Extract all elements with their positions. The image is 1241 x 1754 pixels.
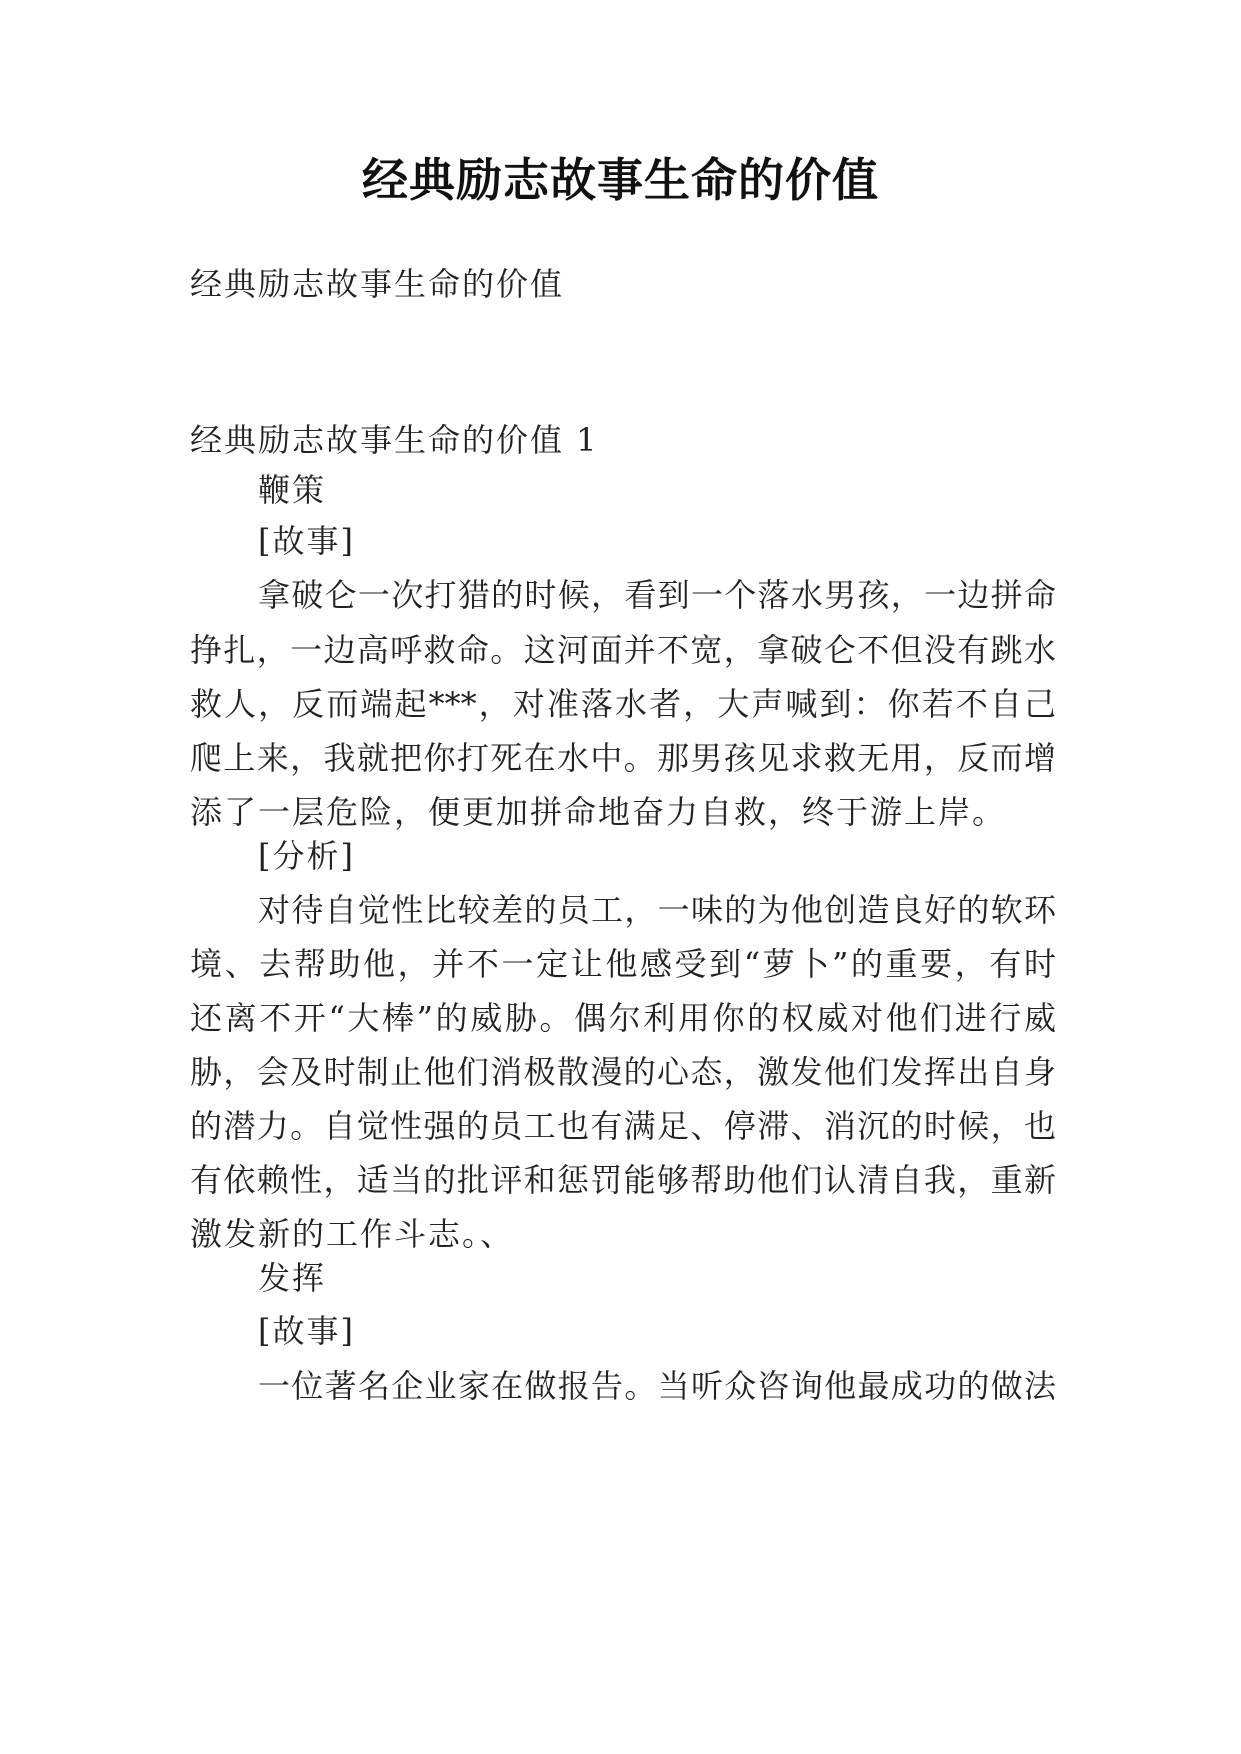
paragraph-line: 添了一层危险，便更加拼命地奋力自救，终于游上岸。 [190, 793, 1007, 831]
paragraph-line: 救人，反而端起***，对准落水者，大声喊到：你若不自己 [190, 685, 1056, 723]
paragraph-line: 胁，会及时制止他们消极散漫的心态，激发他们发挥出自身 [190, 1053, 1056, 1091]
section-heading: 经典励志故事生命的价值 1 [190, 421, 599, 459]
part2-story-label: [故事] [258, 1312, 355, 1350]
part1-heading: 鞭策 [258, 471, 327, 509]
document-title: 经典励志故事生命的价值 [362, 153, 879, 207]
part1-story-label: [故事] [258, 522, 355, 560]
paragraph-line: 对待自觉性比较差的员工，一味的为他创造良好的软环 [258, 891, 1056, 929]
paragraph-line: 的潜力。自觉性强的员工也有满足、停滞、消沉的时候，也 [190, 1107, 1056, 1145]
paragraph-line: 激发新的工作斗志。、 [190, 1215, 515, 1253]
paragraph-line: 还离不开“大棒”的威胁。偶尔利用你的权威对他们进行威 [190, 999, 1056, 1037]
paragraph-line: 有依赖性，适当的批评和惩罚能够帮助他们认清自我，重新 [190, 1161, 1056, 1199]
document-subtitle: 经典励志故事生命的价值 [190, 265, 565, 303]
paragraph-line: 爬上来，我就把你打死在水中。那男孩见求救无用，反而增 [190, 739, 1056, 777]
paragraph-line: 挣扎，一边高呼救命。这河面并不宽，拿破仑不但没有跳水 [190, 631, 1056, 669]
paragraph-line: 境、去帮助他，并不一定让他感受到“萝卜”的重要，有时 [190, 945, 1056, 983]
part1-analysis-label: [分析] [258, 837, 355, 875]
paragraph-line: 一位著名企业家在做报告。当听众咨询他最成功的做法 [258, 1367, 1056, 1405]
part2-heading: 发挥 [258, 1259, 327, 1297]
paragraph-line: 拿破仑一次打猎的时候，看到一个落水男孩，一边拼命 [258, 576, 1056, 614]
